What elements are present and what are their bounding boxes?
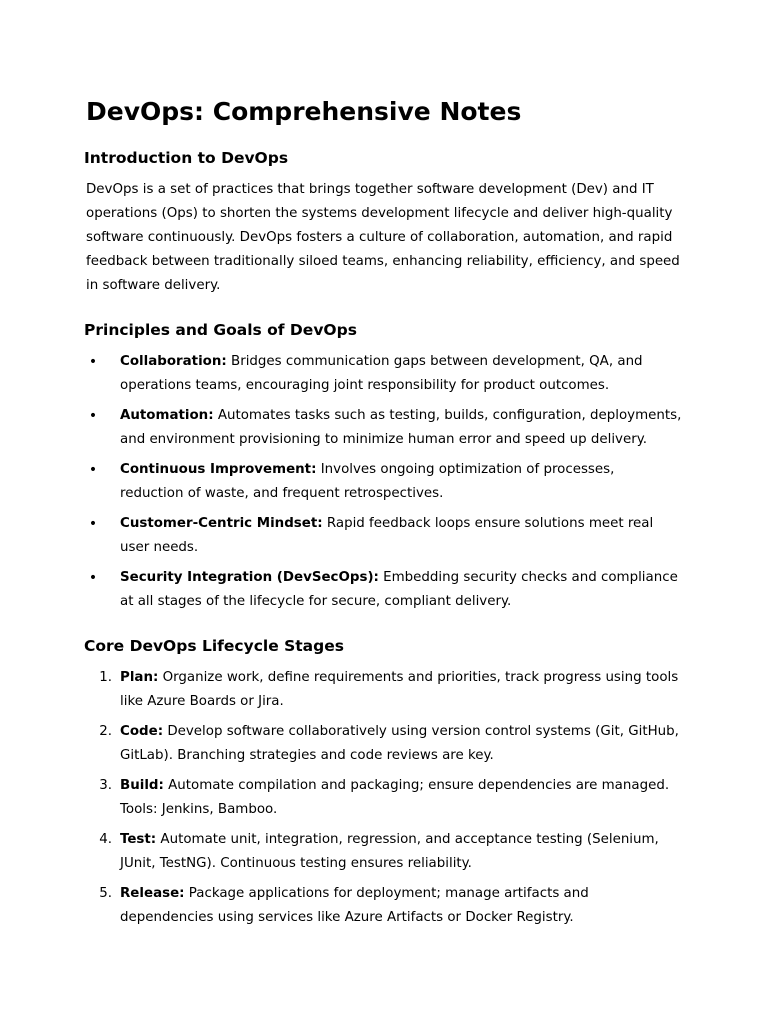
intro-paragraph: DevOps is a set of practices that brings together software development (Dev) and IT operations (Ops) to shorten the systems development lifecycle and deliver high-quality software continuously. DevOps fosters a culture of collaboration, automation, and rapid feedback between traditionally siloed teams, enhancing reliability, efficiency, and speed in software delivery.: [86, 182, 680, 293]
list-item-term: Customer-Centric Mindset:: [120, 516, 323, 531]
list-item-term: Automation:: [120, 408, 214, 423]
list-item: [86, 512, 682, 560]
section-heading-lifecycle: Core DevOps Lifecycle Stages: [84, 637, 344, 655]
list-item-text: Package applications for deployment; manage artifacts and dependencies using services like Azure Artifacts or Docker Registry.: [120, 886, 589, 925]
list-number: 4.: [99, 832, 112, 847]
principles-list: [86, 350, 682, 614]
section-heading-principles: Principles and Goals of DevOps: [84, 321, 357, 339]
list-item: [86, 566, 682, 614]
section-heading-intro: Introduction to DevOps: [84, 149, 289, 167]
list-number: 5.: [99, 886, 112, 901]
bullet-icon: •: [88, 570, 98, 586]
list-item-text: Bridges communication gaps between development, QA, and operations teams, encouraging joint responsibility for product outcomes.: [120, 354, 643, 393]
list-item: [86, 666, 682, 714]
list-item: [86, 720, 682, 768]
list-item-text: Automate unit, integration, regression, and acceptance testing (Selenium, JUnit, TestNG). Continuous testing ensures reliability.: [120, 832, 659, 871]
list-item-text: Involves ongoing optimization of processes, reduction of waste, and frequent retrospectives.: [120, 462, 615, 501]
list-item-text: Develop software collaboratively using version control systems (Git, GitHub, GitLab). Branching strategies and code reviews are key.: [120, 724, 679, 763]
list-item: [86, 404, 682, 452]
list-item-term: Plan:: [120, 670, 159, 685]
bullet-icon: •: [88, 354, 98, 370]
list-item-term: Release:: [120, 886, 185, 901]
lifecycle-list: [86, 666, 682, 930]
list-item-term: Continuous Improvement:: [120, 462, 317, 477]
list-number: 2.: [99, 724, 112, 739]
list-item-text: Organize work, define requirements and priorities, track progress using tools like Azure Boards or Jira.: [120, 670, 679, 709]
list-item-term: Code:: [120, 724, 164, 739]
list-item: [86, 458, 682, 506]
bullet-icon: •: [88, 516, 98, 532]
bullet-icon: •: [88, 408, 98, 424]
list-item-text: Rapid feedback loops ensure solutions meet real user needs.: [120, 516, 654, 555]
list-number: 3.: [99, 778, 112, 793]
document-title: DevOps: Comprehensive Notes: [86, 97, 522, 126]
list-item: [86, 828, 682, 876]
list-item: [86, 882, 682, 930]
list-item-term: Security Integration (DevSecOps):: [120, 570, 379, 585]
list-item: [86, 774, 682, 822]
list-item: [86, 350, 682, 398]
list-item-text: Embedding security checks and compliance at all stages of the lifecycle for secure, compliant delivery.: [120, 570, 678, 609]
list-item-term: Collaboration:: [120, 354, 227, 369]
list-number: 1.: [99, 670, 112, 685]
bullet-icon: •: [88, 462, 98, 478]
list-item-text: Automate compilation and packaging; ensure dependencies are managed. Tools: Jenkins, Bamboo.: [120, 778, 670, 817]
list-item-term: Test:: [120, 832, 157, 847]
list-item-text: Automates tasks such as testing, builds, configuration, deployments, and environment provisioning to minimize human error and speed up delivery.: [120, 408, 682, 447]
list-item-term: Build:: [120, 778, 164, 793]
